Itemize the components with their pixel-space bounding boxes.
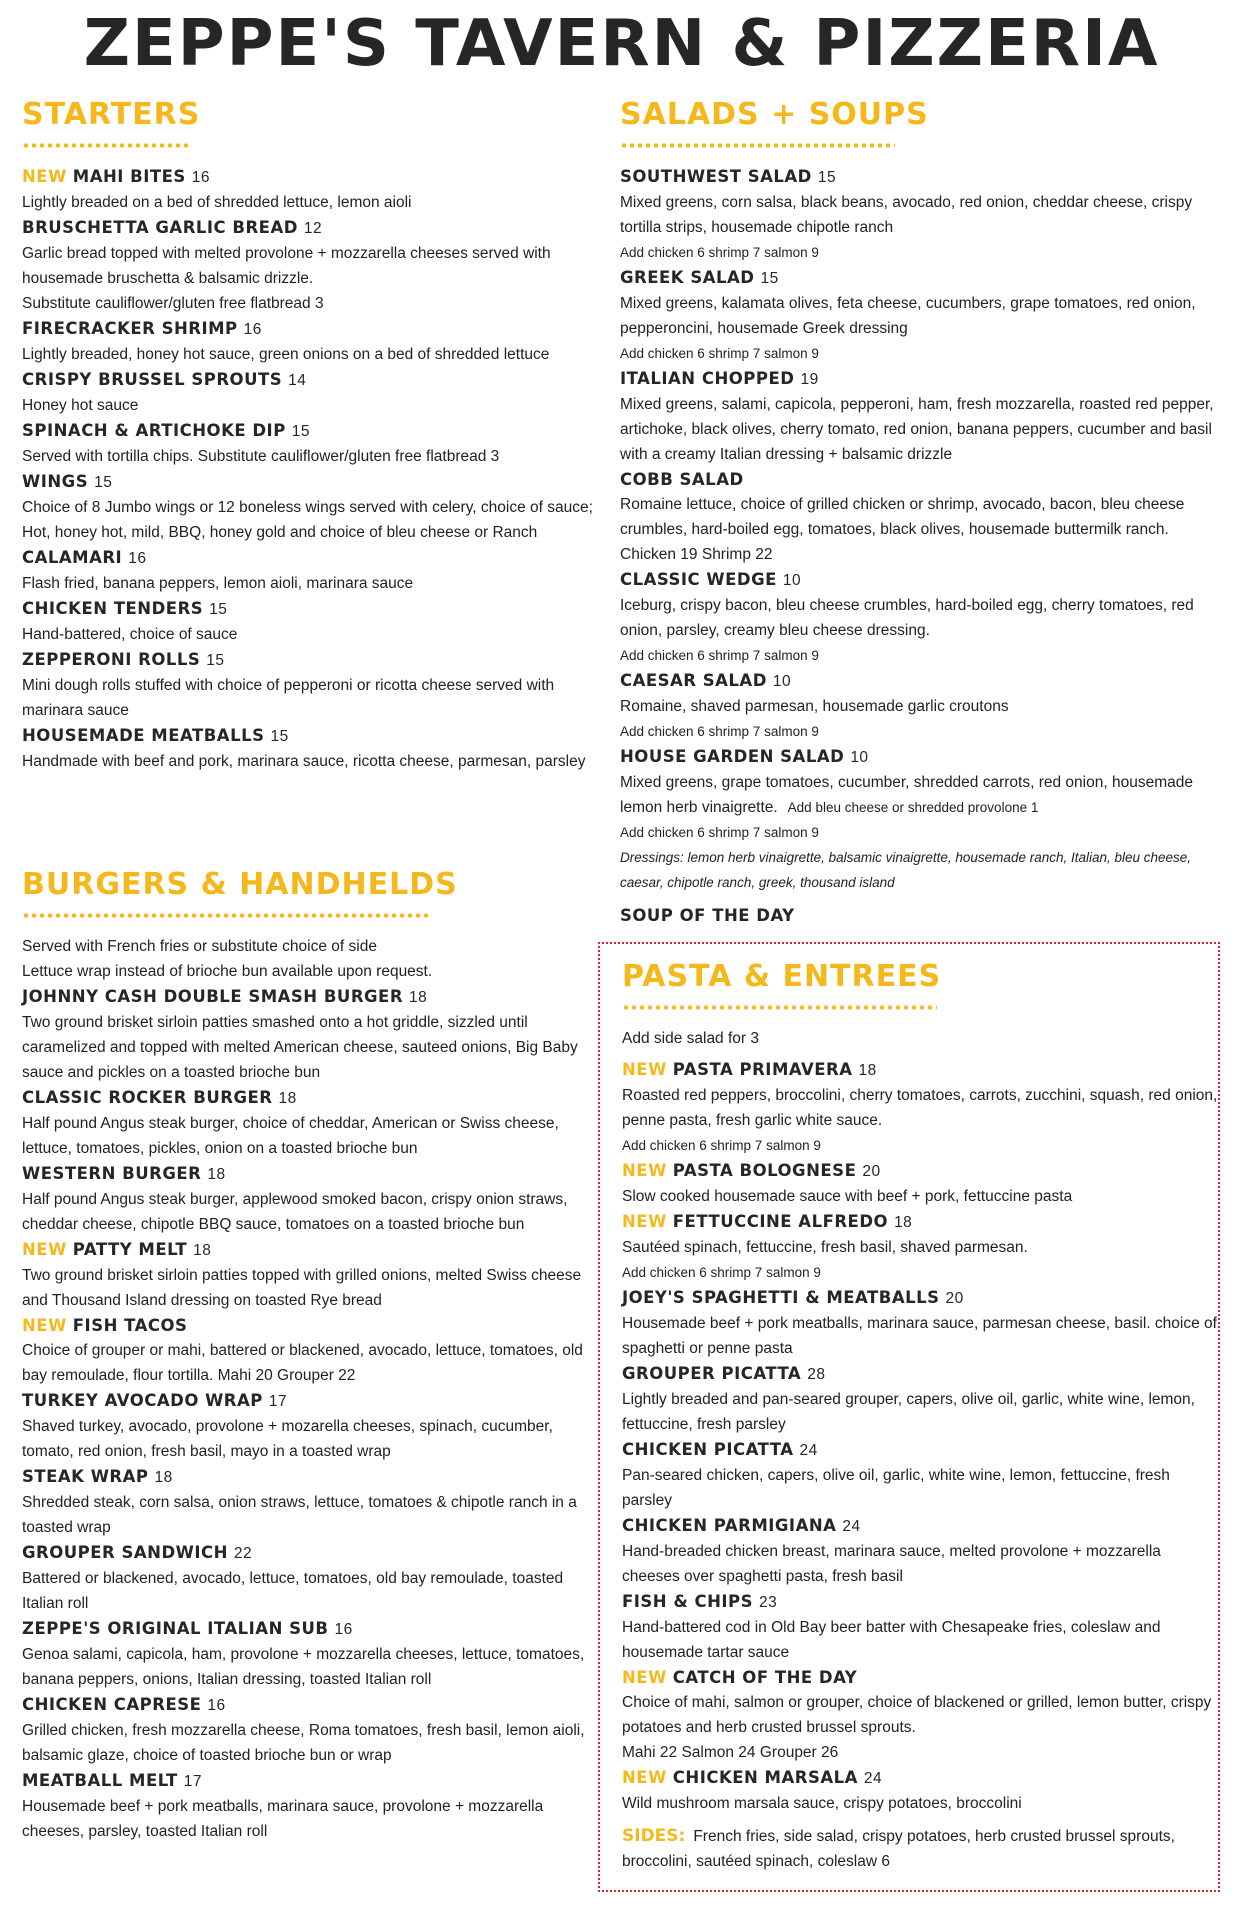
menu-item — [622, 1361, 1218, 1437]
sides-line — [622, 1824, 1218, 1874]
menu-item-title — [620, 744, 1220, 770]
menu-item-price: 15 — [291, 423, 311, 440]
menu-item-description — [22, 1794, 602, 1844]
menu-item — [22, 1464, 602, 1540]
menu-item-name: CRISPY BRUSSEL SPROUTS — [22, 370, 283, 389]
menu-item-price: 15 — [817, 169, 837, 186]
menu-item-description-text: Half pound Angus steak burger, choice of cheddar, American or Swiss cheese, lettuce, tomatoes, pickles, onion on a toasted brioche bun — [22, 1115, 559, 1157]
menu-item — [22, 723, 602, 774]
menu-item-description — [22, 1718, 602, 1768]
restaurant-title: ZEPPE'S TAVERN & PIZZERIA — [83, 7, 1160, 81]
menu-item — [22, 316, 602, 367]
menu-item-title — [22, 367, 602, 393]
menu-item-name: JOEY'S SPAGHETTI & MEATBALLS — [622, 1288, 940, 1307]
menu-item — [622, 1513, 1218, 1589]
menu-item-title — [620, 668, 1220, 694]
menu-item-description-text: Hand-battered cod in Old Bay beer batter with Chesapeake fries, coleslaw and housemade tartar sauce — [622, 1619, 1161, 1661]
new-badge: NEW — [22, 167, 67, 186]
menu-item-name: CATCH OF THE DAY — [672, 1668, 858, 1687]
new-badge: NEW — [622, 1060, 667, 1079]
menu-item-description-text: Battered or blackened, avocado, lettuce, tomatoes, old bay remoulade, toasted Italian roll — [22, 1570, 564, 1612]
menu-item-description-text: Served with tortilla chips. Substitute cauliflower/gluten free flatbread 3 — [22, 448, 500, 465]
menu-item-name: GROUPER SANDWICH — [22, 1543, 228, 1562]
menu-item — [620, 668, 1220, 744]
menu-item — [22, 647, 602, 723]
menu-item-title — [22, 1161, 602, 1187]
menu-item-price: 20 — [862, 1163, 881, 1180]
menu-item-description-text: Garlic bread topped with melted provolone + mozzarella cheeses served with housemade bruschetta & balsamic drizzle. — [22, 245, 551, 287]
menu-item — [22, 1161, 602, 1237]
menu-item-description — [622, 1615, 1218, 1665]
menu-item — [622, 1057, 1218, 1158]
menu-item-price: 16 — [191, 169, 211, 186]
menu-item-description-text: Two ground brisket sirloin patties smashed onto a hot griddle, sizzled until caramelized and topped with melted American cheese, sauteed onions, Big Baby sauce and pickles on a toasted brioche bun — [22, 1014, 578, 1081]
menu-item-title — [22, 1388, 602, 1414]
menu-item-description — [622, 1539, 1218, 1589]
menu-item-description-text: Lightly breaded and pan-seared grouper, capers, olive oil, garlic, white wine, lemon, fettuccine, fresh parsley — [622, 1391, 1195, 1433]
menu-item-price: 18 — [193, 1242, 212, 1259]
menu-item-description-text: Half pound Angus steak burger, applewood smoked bacon, crispy onion straws, cheddar cheese, chipotle BBQ sauce, tomatoes on a toasted brioche bun — [22, 1191, 568, 1233]
menu-item-description — [22, 571, 602, 596]
new-badge: NEW — [22, 1316, 67, 1335]
menu-item-extra-note: Add bleu cheese or shredded provolone 1 — [787, 800, 1039, 815]
menu-item — [622, 1158, 1218, 1209]
pasta-heading: PASTA & ENTREES — [622, 959, 942, 994]
menu-item-description — [620, 190, 1220, 240]
menu-item-price: 18 — [154, 1469, 173, 1486]
menu-item-title — [22, 418, 602, 444]
menu-item-price: 15 — [94, 474, 113, 491]
menu-item — [622, 1437, 1218, 1513]
menu-item — [22, 1085, 602, 1161]
menu-item-description — [22, 444, 602, 469]
menu-item-title — [620, 366, 1220, 392]
menu-item-price: 22 — [233, 1545, 253, 1562]
menu-item — [22, 215, 602, 316]
menu-item-price: 24 — [799, 1442, 818, 1459]
menu-item-title — [620, 164, 1220, 190]
starters-divider — [22, 143, 192, 148]
starters-heading: STARTERS — [22, 97, 201, 132]
menu-item-title — [622, 1285, 1218, 1311]
menu-item-description — [22, 1111, 602, 1161]
menu-item — [22, 418, 602, 469]
menu-item-price: 17 — [268, 1393, 288, 1410]
menu-item-name: BRUSCHETTA GARLIC BREAD — [22, 218, 298, 237]
menu-item-description — [22, 241, 602, 291]
menu-item-title — [622, 1665, 1218, 1690]
salads-divider — [620, 143, 895, 148]
menu-item-price: 10 — [782, 572, 802, 589]
menu-item-title — [22, 316, 602, 342]
burgers-heading: BURGERS & HANDHELDS — [22, 867, 458, 902]
menu-item-description-text: Housemade beef + pork meatballs, marinara sauce, provolone + mozzarella cheeses, parsley, toasted Italian roll — [22, 1798, 544, 1840]
menu-item — [22, 1540, 602, 1616]
menu-item-price: 15 — [209, 601, 228, 618]
salads-list — [620, 164, 1220, 845]
menu-item-price: 15 — [270, 728, 289, 745]
menu-item-description-text: Genoa salami, capicola, ham, provolone + mozzarella cheeses, lettuce, tomatoes, banana peppers, onions, Italian dressing, toasted Italian roll — [22, 1646, 585, 1688]
burgers-intro-2: Lettuce wrap instead of brioche bun available upon request. — [22, 963, 433, 980]
menu-item-description-text: Iceburg, crispy bacon, bleu cheese crumbles, hard-boiled egg, cherry tomatoes, red onion, parsley, creamy bleu cheese dressing. — [620, 597, 1194, 639]
menu-item-price: 17 — [183, 1773, 203, 1790]
menu-item-extra: Mahi 22 Salmon 24 Grouper 26 — [622, 1744, 839, 1761]
menu-item-title — [22, 1692, 602, 1718]
protein-addons: Add chicken 6 shrimp 7 salmon 9 — [620, 825, 819, 840]
menu-item — [22, 545, 602, 596]
menu-item-title — [622, 1513, 1218, 1539]
menu-item-extra: Substitute cauliflower/gluten free flatbread 3 — [22, 295, 324, 312]
menu-item-name: CHICKEN MARSALA — [672, 1768, 858, 1787]
protein-addons: Add chicken 6 shrimp 7 salmon 9 — [620, 648, 819, 663]
menu-item — [22, 1616, 602, 1692]
burgers-intro-1: Served with French fries or substitute choice of side — [22, 938, 377, 955]
menu-item-description-text: Choice of grouper or mahi, battered or blackened, avocado, lettuce, tomatoes, old bay remoulade, flour tortilla. Mahi 20 Grouper 22 — [22, 1342, 583, 1384]
menu-item — [22, 1768, 602, 1844]
burgers-section — [22, 868, 602, 1844]
menu-item-name: STEAK WRAP — [22, 1467, 149, 1486]
menu-item — [22, 984, 602, 1085]
menu-item-description — [22, 1338, 602, 1388]
menu-item — [620, 744, 1220, 845]
menu-item-price: 16 — [128, 550, 147, 567]
dressings-note: Dressings: lemon herb vinaigrette, balsamic vinaigrette, housemade ranch, Italian, bleu cheese, caesar, chipotle ranch, greek, thousand island — [620, 850, 1192, 890]
menu-item-title — [22, 545, 602, 571]
menu-item-name: TURKEY AVOCADO WRAP — [22, 1391, 263, 1410]
menu-item-name: CHICKEN PARMIGIANA — [622, 1516, 837, 1535]
menu-item-description — [622, 1235, 1218, 1260]
menu-item-price: 18 — [894, 1214, 913, 1231]
menu-item-description-text: Flash fried, banana peppers, lemon aioli, marinara sauce — [22, 575, 414, 592]
menu-item — [22, 1313, 602, 1388]
menu-item-price: 12 — [303, 220, 323, 237]
menu-item-name: GROUPER PICATTA — [622, 1364, 802, 1383]
menu-item — [620, 265, 1220, 366]
sides-label: SIDES: — [622, 1826, 686, 1846]
menu-item-description — [622, 1184, 1218, 1209]
menu-item-price: 18 — [409, 989, 428, 1006]
menu-item-description-text: Roasted red peppers, broccolini, cherry tomatoes, carrots, zucchini, squash, red onion, penne pasta, fresh garlic white sauce. — [622, 1087, 1218, 1129]
menu-item-description-text: Slow cooked housemade sauce with beef + pork, fettuccine pasta — [622, 1188, 1073, 1205]
new-badge: NEW — [622, 1161, 667, 1180]
menu-item-description-text: Mixed greens, salami, capicola, pepperoni, ham, fresh mozzarella, roasted red pepper, artichoke, black olives, cherry tomato, red onion, banana peppers, cucumber and basil with a creamy Italian dressing + balsamic drizzle — [620, 396, 1214, 463]
menu-item-name: ITALIAN CHOPPED — [620, 369, 795, 388]
menu-item-name: PATTY MELT — [72, 1240, 188, 1259]
menu-item-title — [22, 1768, 602, 1794]
menu-item-description-text: Lightly breaded on a bed of shredded lettuce, lemon aioli — [22, 194, 412, 211]
soup-of-the-day: SOUP OF THE DAY — [620, 906, 795, 925]
menu-item-description — [22, 1010, 602, 1085]
menu-item-description-text: Romaine, shaved parmesan, housemade garlic croutons — [620, 698, 1009, 715]
menu-item-title — [22, 1237, 602, 1263]
menu-item — [22, 367, 602, 418]
protein-addons: Add chicken 6 shrimp 7 salmon 9 — [620, 245, 819, 260]
menu-item-description — [622, 1690, 1218, 1740]
menu-item — [22, 1237, 602, 1313]
menu-item-description-text: Wild mushroom marsala sauce, crispy potatoes, broccolini — [622, 1795, 1022, 1812]
menu-item-description — [22, 1566, 602, 1616]
menu-item — [22, 1388, 602, 1464]
menu-item-name: FISH & CHIPS — [622, 1592, 754, 1611]
protein-addons: Add chicken 6 shrimp 7 salmon 9 — [620, 724, 819, 739]
menu-item — [620, 467, 1220, 567]
menu-item-description — [22, 622, 602, 647]
salads-heading: SALADS + SOUPS — [620, 97, 929, 132]
menu-item-title — [22, 596, 602, 622]
salads-section — [620, 98, 1220, 928]
menu-item-title — [22, 1540, 602, 1566]
menu-item-price: 20 — [945, 1290, 964, 1307]
menu-item-description-text: Mixed greens, kalamata olives, feta cheese, cucumbers, grape tomatoes, red onion, pepperoncini, housemade Greek dressing — [620, 295, 1196, 337]
menu-item — [22, 1692, 602, 1768]
menu-item-title — [622, 1437, 1218, 1463]
menu-item-description-text: Mixed greens, grape tomatoes, cucumber, shredded carrots, red onion, housemade lemon herb vinaigrette. — [620, 774, 1193, 816]
menu-item-title — [622, 1158, 1218, 1184]
menu-item-description-text: Pan-seared chicken, capers, olive oil, garlic, white wine, lemon, fettuccine, fresh parsley — [622, 1467, 1170, 1509]
menu-item-name: JOHNNY CASH DOUBLE SMASH BURGER — [22, 987, 404, 1006]
menu-item-description-text: Mixed greens, corn salsa, black beans, avocado, red onion, cheddar cheese, crispy tortilla strips, housemade chipotle ranch — [620, 194, 1193, 236]
menu-item-price: 18 — [207, 1166, 226, 1183]
menu-item-name: CHICKEN TENDERS — [22, 599, 204, 618]
menu-item-price: 15 — [760, 270, 779, 287]
sides-text: French fries, side salad, crispy potatoes, herb crusted brussel sprouts, broccolini, sautéed spinach, coleslaw 6 — [622, 1828, 1175, 1870]
menu-item-title — [22, 984, 602, 1010]
menu-item — [620, 366, 1220, 467]
protein-addons: Add chicken 6 shrimp 7 salmon 9 — [620, 346, 819, 361]
menu-item-price: 14 — [288, 372, 307, 389]
menu-item-name: FETTUCCINE ALFREDO — [672, 1212, 889, 1231]
menu-item-title — [22, 469, 602, 495]
new-badge: NEW — [22, 1240, 67, 1259]
menu-item — [22, 469, 602, 545]
menu-item-description — [620, 694, 1220, 719]
menu-item-description — [22, 495, 602, 545]
menu-item-price: 24 — [842, 1518, 861, 1535]
menu-item-name: CHICKEN PICATTA — [622, 1440, 794, 1459]
menu-item-description-text: Hand-battered, choice of sauce — [22, 626, 238, 643]
menu-item-name: CAESAR SALAD — [620, 671, 767, 690]
menu-item-description-text: Hand-breaded chicken breast, marinara sauce, melted provolone + mozzarella cheeses over spaghetti pasta, fresh basil — [622, 1543, 1161, 1585]
menu-item-description-text: Mini dough rolls stuffed with choice of pepperoni or ricotta cheese served with marinara sauce — [22, 677, 555, 719]
menu-item-name: PASTA PRIMAVERA — [672, 1060, 853, 1079]
menu-item-title — [22, 1464, 602, 1490]
protein-addons: Add chicken 6 shrimp 7 salmon 9 — [622, 1265, 821, 1280]
pasta-list — [622, 1057, 1218, 1816]
menu-item-name: WINGS — [22, 472, 89, 491]
menu-item-name: ZEPPE'S ORIGINAL ITALIAN SUB — [22, 1619, 329, 1638]
burgers-list — [22, 984, 602, 1844]
protein-addons: Add chicken 6 shrimp 7 salmon 9 — [622, 1138, 821, 1153]
menu-item-title — [622, 1057, 1218, 1083]
menu-item-price: 28 — [807, 1366, 826, 1383]
menu-item-name: WESTERN BURGER — [22, 1164, 202, 1183]
menu-item-description-text: Lightly breaded, honey hot sauce, green onions on a bed of shredded lettuce — [22, 346, 550, 363]
menu-item — [22, 596, 602, 647]
menu-item-description — [622, 1083, 1218, 1133]
menu-item-title — [622, 1765, 1218, 1791]
menu-item-price: 16 — [334, 1621, 353, 1638]
menu-item-title — [622, 1209, 1218, 1235]
menu-item-description — [22, 1414, 602, 1464]
menu-item-name: PASTA BOLOGNESE — [672, 1161, 857, 1180]
menu-item-description — [22, 673, 602, 723]
menu-item-name: CHICKEN CAPRESE — [22, 1695, 202, 1714]
menu-item — [22, 164, 602, 215]
menu-item — [620, 567, 1220, 668]
menu-item-description-text: Housemade beef + pork meatballs, marinara sauce, parmesan cheese, basil. choice of spaghetti or penne pasta — [622, 1315, 1217, 1357]
menu-item-description — [22, 1642, 602, 1692]
menu-item-price: 18 — [858, 1062, 877, 1079]
menu-item-description-text: Sautéed spinach, fettuccine, fresh basil, shaved parmesan. — [622, 1239, 1028, 1256]
starters-section — [22, 98, 602, 774]
menu-item-description — [22, 190, 602, 215]
menu-item — [620, 164, 1220, 265]
pasta-divider — [622, 1005, 937, 1010]
menu-item-title — [22, 723, 602, 749]
menu-item-name: MEATBALL MELT — [22, 1771, 178, 1790]
menu-item-description — [620, 291, 1220, 341]
pasta-intro: Add side salad for 3 — [622, 1030, 760, 1047]
menu-item-description-text: Romaine lettuce, choice of grilled chicken or shrimp, avocado, bacon, bleu cheese crumbles, hard-boiled egg, tomatoes, black olives, housemade buttermilk ranch. Chicken 19 Shrimp 22 — [620, 496, 1185, 563]
menu-item-name: MAHI BITES — [72, 167, 186, 186]
menu-item-price: 19 — [800, 371, 819, 388]
menu-item-description-text: Shredded steak, corn salsa, onion straws, lettuce, tomatoes & chipotle ranch in a toasted wrap — [22, 1494, 577, 1536]
menu-item-title — [22, 215, 602, 241]
menu-item-price: 16 — [207, 1697, 226, 1714]
menu-item-name: GREEK SALAD — [620, 268, 755, 287]
pasta-section — [598, 942, 1220, 1892]
menu-item-price: 16 — [243, 321, 262, 338]
menu-item-price: 23 — [759, 1594, 778, 1611]
menu-item-title — [22, 647, 602, 673]
menu-item-description — [22, 1263, 602, 1313]
menu-item-title — [22, 1085, 602, 1111]
menu-item-title — [22, 1616, 602, 1642]
menu-item-description — [22, 1187, 602, 1237]
menu-item-name: FISH TACOS — [72, 1316, 188, 1335]
menu-item — [622, 1665, 1218, 1765]
menu-item-description-text: Choice of 8 Jumbo wings or 12 boneless wings served with celery, choice of sauce; Hot, honey hot, mild, BBQ, honey gold and choice of bleu cheese or Ranch — [22, 499, 593, 541]
menu-item — [622, 1209, 1218, 1285]
menu-item-description-text: Handmade with beef and pork, marinara sauce, ricotta cheese, parmesan, parsley — [22, 753, 586, 770]
burgers-divider — [22, 913, 432, 918]
new-badge: NEW — [622, 1212, 667, 1231]
starters-list — [22, 164, 602, 774]
menu-item-description-text: Choice of mahi, salmon or grouper, choice of blackened or grilled, lemon butter, crispy potatoes and herb crusted brussel sprouts. — [622, 1694, 1212, 1736]
menu-item-description — [22, 749, 602, 774]
menu-item-price: 10 — [850, 749, 869, 766]
menu-item-name: ZEPPERONI ROLLS — [22, 650, 201, 669]
menu-item-title — [22, 164, 602, 190]
menu-item-description-text: Two ground brisket sirloin patties topped with grilled onions, melted Swiss cheese and Thousand Island dressing on toasted Rye bread — [22, 1267, 582, 1309]
menu-item-title — [622, 1589, 1218, 1615]
menu-item-description — [622, 1311, 1218, 1361]
menu-item-description — [620, 392, 1220, 467]
menu-item-name: CALAMARI — [22, 548, 123, 567]
menu-item-title — [620, 467, 1220, 492]
menu-item-description-text: Grilled chicken, fresh mozzarella cheese, Roma tomatoes, fresh basil, lemon aioli, balsamic glaze, choice of toasted brioche bun or wrap — [22, 1722, 585, 1764]
new-badge: NEW — [622, 1768, 667, 1787]
menu-item-description — [22, 393, 602, 418]
menu-item-name: HOUSE GARDEN SALAD — [620, 747, 845, 766]
menu-item-title — [22, 1313, 602, 1338]
menu-item-description — [620, 770, 1220, 820]
menu-item-description — [622, 1463, 1218, 1513]
menu-item-price: 15 — [206, 652, 225, 669]
menu-item-description — [620, 593, 1220, 643]
menu-item-description-text: Honey hot sauce — [22, 397, 139, 414]
menu-item-description — [622, 1791, 1218, 1816]
menu-item-name: HOUSEMADE MEATBALLS — [22, 726, 265, 745]
menu-item-title — [620, 567, 1220, 593]
menu-item-description — [622, 1387, 1218, 1437]
menu-item-name: CLASSIC WEDGE — [620, 570, 777, 589]
menu-item-name: FIRECRACKER SHRIMP — [22, 319, 238, 338]
new-badge: NEW — [622, 1668, 667, 1687]
menu-item-price: 18 — [278, 1090, 297, 1107]
menu-item — [622, 1285, 1218, 1361]
menu-item-name: CLASSIC ROCKER BURGER — [22, 1088, 273, 1107]
menu-item-description — [22, 342, 602, 367]
menu-item-description — [22, 1490, 602, 1540]
menu-item-name: COBB SALAD — [620, 470, 744, 489]
menu-item-title — [622, 1361, 1218, 1387]
menu-item-description-text: Shaved turkey, avocado, provolone + mozarella cheeses, spinach, cucumber, tomato, red onion, fresh basil, mayo in a toasted wrap — [22, 1418, 553, 1460]
menu-item-title — [620, 265, 1220, 291]
menu-item-name: SPINACH & ARTICHOKE DIP — [22, 421, 286, 440]
menu-item-description — [620, 492, 1220, 567]
menu-item-name: SOUTHWEST SALAD — [620, 167, 812, 186]
menu-item-price: 24 — [863, 1770, 883, 1787]
menu-item — [622, 1765, 1218, 1816]
menu-item — [622, 1589, 1218, 1665]
menu-item-price: 10 — [772, 673, 792, 690]
